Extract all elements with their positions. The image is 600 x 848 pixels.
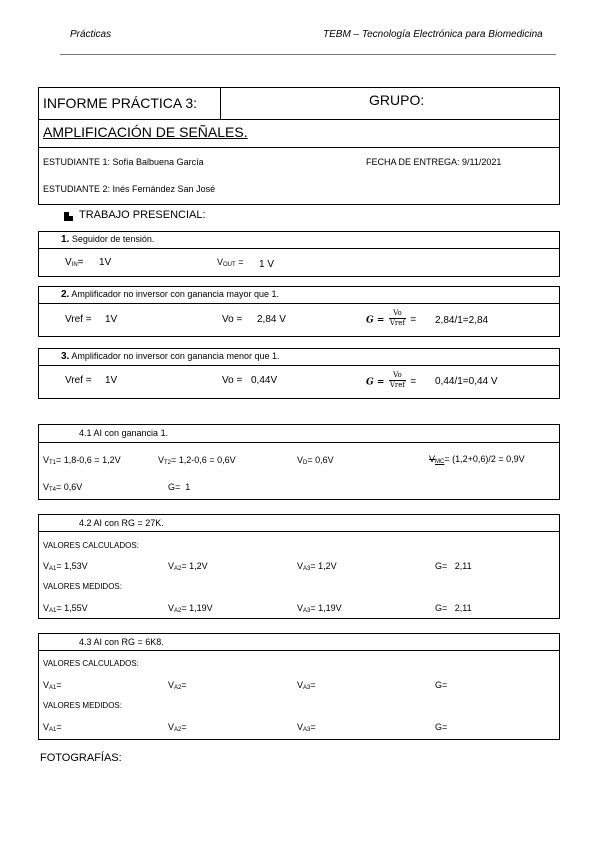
- vref-value: 1V: [105, 375, 118, 386]
- section-1-box: [38, 231, 560, 277]
- meas-va1: $V_{A1}= 1,55V$: [43, 603, 88, 614]
- student-1: ESTUDIANTE 1: Sofía Balbuena García: [43, 157, 204, 167]
- section-1-title: Seguidor de tensión.: [71, 234, 155, 244]
- section-4-2-box: [38, 514, 560, 619]
- header-rule: [60, 54, 556, 55]
- vd-row: $V_D= 0,6V$: [297, 455, 334, 466]
- group-label: GRUPO:: [369, 92, 425, 108]
- header-right: TEBM – Tecnología Electrónica para Biomedicina: [323, 29, 543, 40]
- vref-value: 1V: [105, 314, 118, 325]
- gain-value: 2,84/1=2,84: [435, 315, 489, 326]
- section-3-number: 3.: [61, 351, 70, 362]
- section-2-box: [38, 286, 560, 337]
- calc-va1: $V_{A1}=$: [43, 680, 62, 691]
- square-bullet-icon: [64, 212, 73, 221]
- vo-value: 0,44V: [251, 375, 278, 386]
- calc-va2: $V_{A2}= 1,2V$: [168, 561, 208, 572]
- section-1-number: 1.: [61, 234, 70, 245]
- section-4-2-title: 4.2 AI con RG = 27K.: [79, 518, 164, 528]
- calc-va3: $V_{A3}=$: [297, 680, 316, 691]
- vout-row: $V_{OUT}$ =: [217, 257, 244, 268]
- g-row: G= 1: [168, 482, 191, 492]
- header-left: Prácticas: [70, 29, 112, 40]
- calc-va2: $V_{A2}=$: [168, 680, 187, 691]
- report-title: INFORME PRÁCTICA 3:: [43, 95, 198, 111]
- calc-va1: $V_{A1}= 1,53V$: [43, 561, 88, 572]
- divider: [39, 119, 559, 120]
- calc-g: G=: [435, 680, 448, 690]
- section-2-number: 2.: [61, 289, 70, 300]
- vref-label: Vref =: [65, 314, 92, 325]
- divider: [220, 88, 221, 119]
- vt4-row: $V_{T4}= 0,6V$: [43, 482, 83, 493]
- meas-va3: $V_{A3}= 1,19V$: [297, 603, 342, 614]
- vt2-row: $V_{T2}= 1,2-0,6 = 0,6V$: [158, 455, 236, 466]
- report-info-table: [38, 87, 560, 205]
- meas-va3: $V_{A3}=$: [297, 722, 316, 733]
- calculated-label: VALORES CALCULADOS:: [43, 541, 139, 550]
- delivery-date: FECHA DE ENTREGA: 9/11/2021: [366, 157, 502, 167]
- meas-g: G=: [435, 722, 448, 732]
- section-4-1-box: [38, 424, 560, 500]
- calc-g: G= 2,11: [435, 561, 472, 571]
- gain-formula: G = $\frac{Vo}{\text{Vref}}$ =: [366, 371, 417, 389]
- calc-va3: $V_{A3}= 1,2V$: [297, 561, 337, 572]
- meas-va2: $V_{A2}=$: [168, 722, 187, 733]
- section-3-title: Amplificador no inversor con ganancia menor que 1.: [71, 351, 280, 361]
- vin-row: $V_{IN}=$: [65, 257, 84, 268]
- gain-value: 0,44/1=0,44 V: [435, 376, 498, 387]
- section-4-3-box: [38, 633, 560, 740]
- section-2-title: Amplificador no inversor con ganancia mayor que 1.: [71, 289, 279, 299]
- calculated-label: VALORES CALCULADOS:: [43, 659, 139, 668]
- section-3-box: [38, 348, 560, 399]
- gain-formula: G = $\frac{Vo}{\text{Vref}}$ =: [366, 309, 417, 327]
- vo-label: Vo =: [222, 375, 243, 386]
- vref-label: Vref =: [65, 375, 92, 386]
- meas-va1: $V_{A1}=$: [43, 722, 62, 733]
- report-subtitle: AMPLIFICACIÓN DE SEÑALES.: [43, 124, 248, 140]
- vo-value: 2,84 V: [257, 314, 286, 325]
- section-title: TRABAJO PRESENCIAL:: [79, 209, 206, 221]
- vo-label: Vo =: [222, 314, 243, 325]
- vt1-row: $V_{T1}= 1,8-0,6 = 1,2V$: [43, 455, 121, 466]
- photos-label: FOTOGRAFÍAS:: [40, 752, 122, 764]
- vout-value: 1 V: [259, 259, 275, 270]
- student-2: ESTUDIANTE 2: Inés Fernández San José: [43, 184, 216, 194]
- section-4-3-title: 4.3 AI con RG = 6K8.: [79, 637, 164, 647]
- vin-value: 1V: [99, 257, 112, 268]
- measured-label: VALORES MEDIDOS:: [43, 582, 122, 591]
- meas-g: G= 2,11: [435, 603, 472, 613]
- measured-label: VALORES MEDIDOS:: [43, 701, 122, 710]
- divider: [39, 147, 559, 148]
- meas-va2: $V_{A2}= 1,19V$: [168, 603, 213, 614]
- vmc-row: $V_{MC}= (1,2+0,6)/2 = 0,9V$: [429, 454, 525, 465]
- section-4-1-title: 4.1 AI con ganancia 1.: [79, 428, 169, 438]
